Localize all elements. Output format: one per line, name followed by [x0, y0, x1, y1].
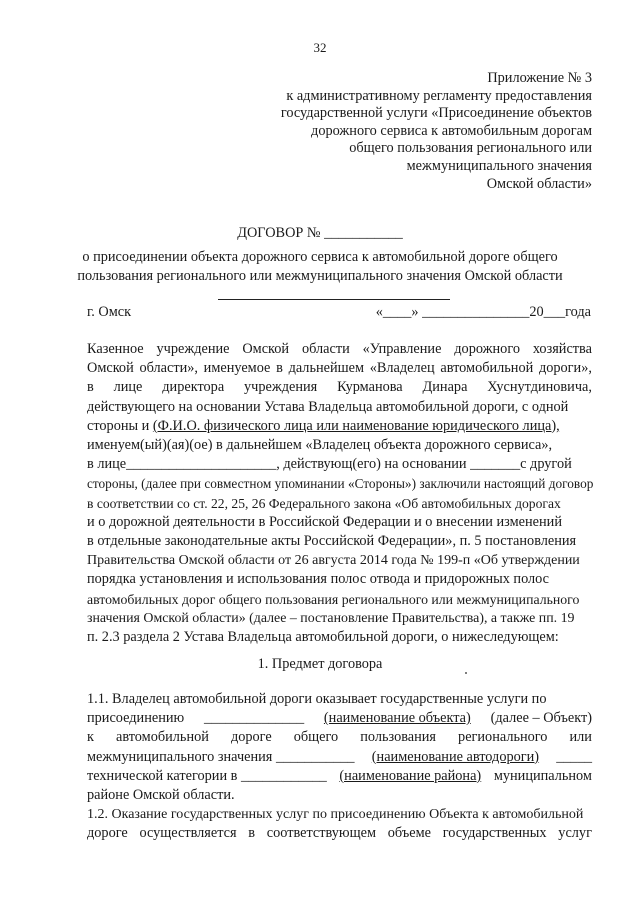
placeholder-hint: (наименование района) — [339, 767, 482, 784]
contract-title: ДОГОВОР № ___________ — [237, 225, 403, 241]
word: Хуснутдиновича, — [487, 379, 592, 396]
appendix-line: Омской области» — [486, 175, 592, 192]
text-line: 1.2. Оказание государственных услуг по присоединению Объекта к автомобильной — [87, 807, 584, 823]
section-title: 1. Предмет договора — [257, 656, 383, 672]
text-line — [87, 417, 592, 436]
word: осуществляется — [139, 825, 237, 842]
preamble-paragraph — [87, 340, 592, 647]
text-span: технической категории в ____________ — [87, 767, 327, 784]
word: к — [87, 729, 94, 746]
word: Динара — [422, 379, 468, 396]
word: общего — [293, 729, 339, 746]
section-paragraph — [87, 690, 592, 844]
word: регионального — [458, 729, 548, 746]
text-line: действующего на основании Устава Владельца автомобильной дороги, с одной — [87, 398, 569, 415]
text-line: в соответствии со ст. 22, 25, 26 Федерального закона «Об автомобильных дорогах — [87, 495, 561, 511]
text-line — [87, 340, 592, 359]
word: дороге — [230, 729, 272, 746]
word: автомобильной — [440, 360, 534, 377]
text-span: присоединению — [87, 710, 185, 727]
word: соответствующем — [266, 825, 377, 842]
text-span: стороны и — [87, 417, 150, 434]
word: Казенное — [87, 341, 144, 357]
contract-city: г. Омск — [87, 304, 132, 320]
text-line — [87, 748, 592, 767]
text-line: п. 2.3 раздела 2 Устава Владельца автомобильной дороги, о нижеследующем: — [87, 629, 559, 646]
text-line: в отдельные законодательные акты Российской Федерации», п. 5 постановления — [87, 533, 577, 550]
appendix-line: общего пользования регионального или — [349, 140, 592, 157]
signature-line — [218, 299, 450, 300]
word: лице — [113, 379, 143, 396]
word: автомобильной — [116, 729, 209, 746]
placeholder-hint: (наименование автодороги) — [371, 748, 540, 765]
text-span: межмуниципального значения ___________ — [87, 748, 355, 765]
word: Курманова — [337, 379, 403, 396]
text-line: значения Омской области» (далее – постановление Правительства), а также пп. 19 — [87, 610, 575, 626]
stray-dot — [465, 672, 467, 674]
text-line — [87, 378, 592, 397]
appendix-line: к административному регламенту предоставления — [286, 87, 592, 104]
contract-subtitle — [60, 248, 580, 286]
blank-field: _____ — [556, 748, 592, 765]
appendix-line: Приложение № 3 — [487, 70, 592, 86]
appendix-header — [232, 70, 592, 193]
word: Омской — [87, 360, 134, 377]
text-line: 1.1. Владелец автомобильной дороги оказывает государственные услуги по — [87, 691, 547, 707]
word: государственных — [442, 825, 547, 842]
appendix-line: межмуниципального значения — [406, 157, 592, 174]
text-line: порядка установления и использования полос отвода и придорожных полос — [87, 571, 550, 588]
text-line: автомобильных дорог общего пользования регионального или межмуниципального — [87, 591, 580, 607]
word: пользования — [360, 729, 436, 746]
placeholder-hint: (наименование объекта) — [323, 710, 471, 727]
word: дороги», — [538, 360, 592, 377]
word: объеме — [387, 825, 431, 842]
page-number: 32 — [313, 40, 327, 55]
text-line: Правительства Омской области от 26 августа 2014 года № 199-п «Об утверждении — [87, 553, 580, 569]
word: в — [276, 360, 283, 377]
word: в — [87, 379, 94, 396]
text-line — [87, 709, 592, 728]
text-line: стороны, (далее при совместном упоминании «Стороны») заключили настоящий договор — [87, 476, 594, 492]
text-line: именуем(ый)(ая)(ое) в дальнейшем «Владелец объекта дорожного сервиса», — [87, 437, 553, 454]
word: учреждения — [244, 379, 318, 396]
word: в — [248, 825, 256, 842]
text-line — [87, 767, 592, 786]
word: «Владелец — [369, 360, 435, 377]
subtitle-line: о присоединении объекта дорожного сервиса к автомобильной дороге общего — [82, 249, 558, 265]
word: директора — [162, 379, 225, 396]
word: Омской — [242, 341, 290, 357]
subtitle-line: пользования регионального или межмуниципального значения Омской области — [77, 268, 563, 284]
word: или — [569, 729, 592, 746]
word: дальнейшем — [288, 360, 365, 377]
appendix-line: дорожного сервиса к автомобильным дорогам — [311, 122, 592, 139]
word: области — [301, 341, 350, 357]
word: именуемое — [203, 360, 271, 377]
placeholder-hint: (Ф.И.О. физического лица или наименование юридического лица), — [152, 417, 560, 434]
text-line: и о дорожной деятельности в Российской Федерации и о внесении изменений — [87, 513, 562, 530]
text-line — [87, 824, 592, 843]
word: области», — [139, 360, 198, 377]
word: хозяйства — [532, 341, 592, 357]
text-span: (далее – Объект) — [490, 710, 592, 727]
word: учреждение — [156, 341, 230, 357]
blank-field: ______________ — [204, 710, 305, 727]
text-line: районе Омской области. — [87, 787, 235, 804]
text-line — [87, 728, 592, 747]
contract-date: «____» _______________20___года — [375, 304, 591, 320]
text-span: муниципальном — [493, 767, 592, 784]
word: дорожного — [454, 341, 520, 357]
text-line — [87, 359, 592, 378]
word: услуг — [558, 825, 592, 842]
appendix-line: государственной услуги «Присоединение объектов — [280, 105, 592, 122]
word: «Управление — [362, 341, 442, 357]
word: дороге — [87, 825, 128, 842]
text-line: в лице_____________________, действующ(его) на основании _______с другой — [87, 456, 572, 473]
